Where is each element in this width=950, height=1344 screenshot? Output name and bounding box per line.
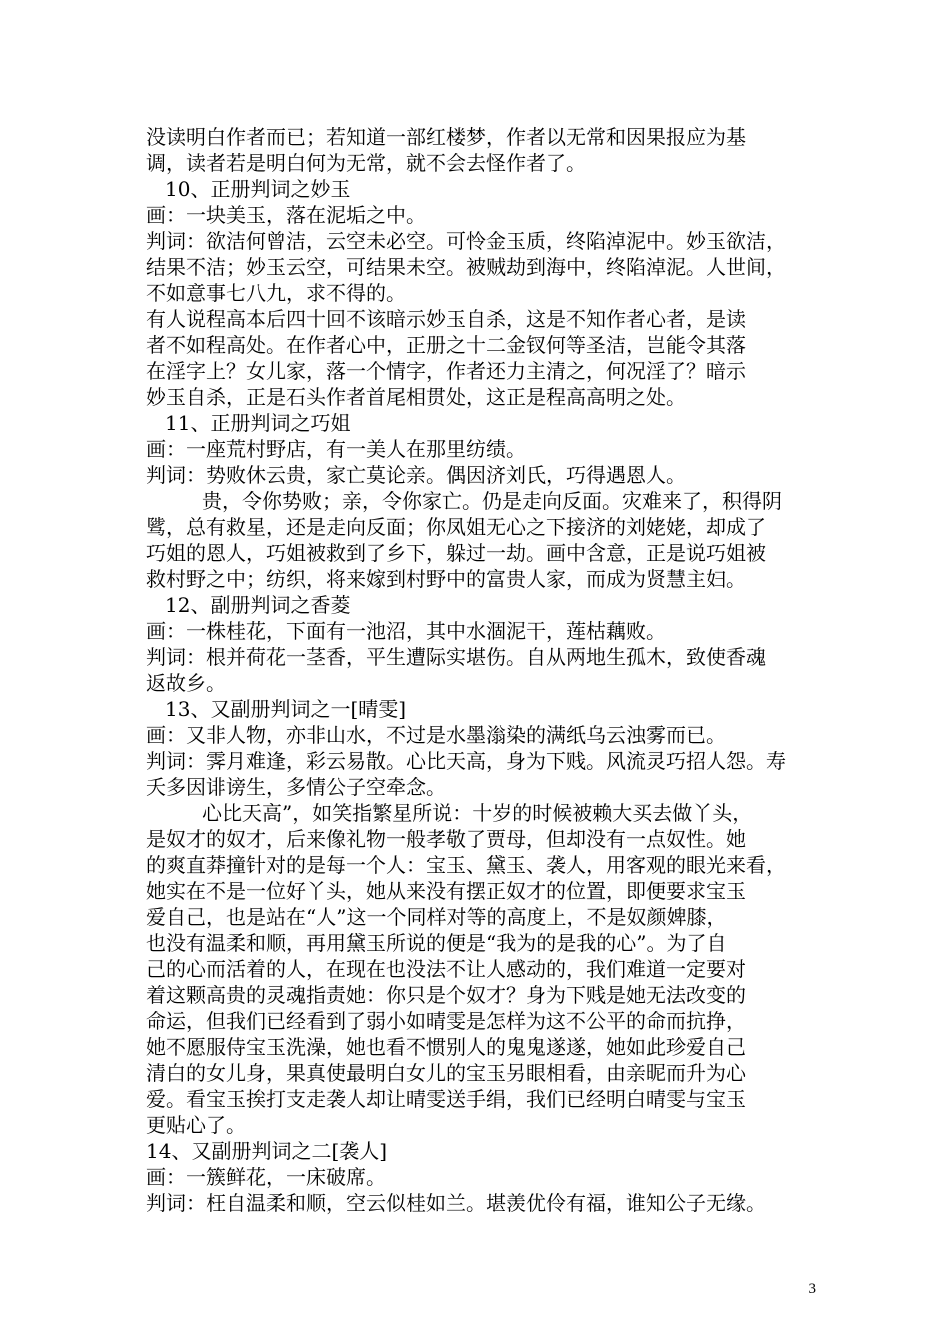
paragraph	[146, 826, 838, 1138]
paragraph	[146, 228, 838, 306]
section-heading	[146, 410, 838, 436]
paragraph	[146, 514, 838, 592]
paragraph	[146, 1138, 838, 1164]
section-heading	[146, 696, 838, 722]
text-line: 己的心而活着的人，在现在也没法不让人感动的，我们难道一定要对	[146, 957, 746, 981]
text-line: 返故乡。	[146, 671, 226, 695]
paragraph	[146, 462, 838, 488]
text-line: 清白的女儿身，果真使最明白女儿的宝玉另眼相看，由亲昵而升为心	[146, 1061, 746, 1085]
text-line: 的爽直莽撞针对的是每一个人：宝玉、黛玉、袭人，用客观的眼光来看，	[146, 853, 786, 877]
paragraph	[146, 1164, 838, 1190]
text-line: 没读明白作者而已；若知道一部红楼梦，作者以无常和因果报应为基	[146, 125, 746, 149]
text-line: 10、正册判词之妙玉	[165, 177, 351, 201]
text-line: 妙玉自杀，正是石头作者首尾相贯处，这正是程高高明之处。	[146, 385, 686, 409]
text-line: 画：一株桂花，下面有一池沼，其中水涸泥干，莲枯藕败。	[146, 619, 666, 643]
text-line: 也没有温柔和顺，再用黛玉所说的便是“我为的是我的心”。为了自	[146, 931, 727, 955]
paragraph	[146, 1190, 838, 1216]
text-line: 画：一座荒村野店，有一美人在那里纺绩。	[146, 437, 526, 461]
text-line: 爱自己，也是站在“人”这一个同样对等的高度上，不是奴颜婢膝，	[146, 905, 727, 929]
paragraph	[146, 800, 838, 826]
text-line: 画：又非人物，亦非山水，不过是水墨滃染的满纸乌云浊雾而已。	[146, 723, 726, 747]
text-line: 画：一簇鲜花，一床破席。	[146, 1165, 386, 1189]
text-line: 11、正册判词之巧姐	[165, 411, 351, 435]
text-line: 救村野之中；纺织，将来嫁到村野中的富贵人家，而成为贤慧主妇。	[146, 567, 746, 591]
text-line: 她不愿服侍宝玉洗澡，她也看不惯别人的鬼鬼遂遂，她如此珍爱自己	[146, 1035, 746, 1059]
text-line: 是奴才的奴才，后来像礼物一般孝敬了贾母，但却没有一点奴性。她	[146, 827, 746, 851]
paragraph	[146, 722, 838, 748]
text-line: 在淫字上？女儿家，落一个情字，作者还力主清之，何况淫了？暗示	[146, 359, 746, 383]
text-line: 贵，令你势败；亲，令你家亡。仍是走向反面。灾难来了，积得阴	[202, 489, 782, 513]
text-line: 判词：霁月难逢，彩云易散。心比天高，身为下贱。风流灵巧招人怨。寿	[146, 749, 786, 773]
text-line: 13、又副册判词之一[晴雯]	[165, 697, 407, 721]
text-line: 判词：势败休云贵，家亡莫论亲。偶因济刘氏，巧得遇恩人。	[146, 463, 686, 487]
text-line: 调，读者若是明白何为无常，就不会去怪作者了。	[146, 151, 586, 175]
paragraph	[146, 124, 838, 176]
paragraph	[146, 202, 838, 228]
paragraph	[146, 644, 838, 696]
paragraph	[146, 488, 838, 514]
section-heading	[146, 176, 838, 202]
text-line: 画：一块美玉，落在泥垢之中。	[146, 203, 426, 227]
document-body	[146, 124, 838, 1216]
text-line: 结果不洁；妙玉云空，可结果未空。被贼劫到海中，终陷淖泥。人世间，	[146, 255, 786, 279]
text-line: 心比天高”，如笑指繁星所说：十岁的时候被赖大买去做丫头，	[202, 801, 753, 825]
paragraph	[146, 618, 838, 644]
text-line: 爱。看宝玉挨打支走袭人却让晴雯送手绢，我们已经明白晴雯与宝玉	[146, 1087, 746, 1111]
page-number: 3	[808, 1281, 816, 1297]
text-line: 命运，但我们已经看到了弱小如晴雯是怎样为这不公平的命而抗挣，	[146, 1009, 746, 1033]
text-line: 夭多因诽谤生，多情公子空牵念。	[146, 775, 446, 799]
text-line: 12、副册判词之香菱	[165, 593, 351, 617]
text-line: 巧姐的恩人，巧姐被救到了乡下，躲过一劫。画中含意，正是说巧姐被	[146, 541, 766, 565]
text-line: 14、又副册判词之二[袭人]	[146, 1139, 388, 1163]
text-line: 骘，总有救星，还是走向反面；你凤姐无心之下接济的刘姥姥，却成了	[146, 515, 766, 539]
text-line: 着这颗高贵的灵魂指责她：你只是个奴才？身为下贱是她无法改变的	[146, 983, 746, 1007]
text-line: 她实在不是一位好丫头，她从来没有摆正奴才的位置，即便要求宝玉	[146, 879, 746, 903]
text-line: 判词：欲洁何曾洁，云空未必空。可怜金玉质，终陷淖泥中。妙玉欲洁，	[146, 229, 786, 253]
text-line: 者不如程高处。在作者心中，正册之十二金钗何等圣洁，岂能令其落	[146, 333, 746, 357]
text-line: 更贴心了。	[146, 1113, 246, 1137]
paragraph	[146, 748, 838, 800]
paragraph	[146, 436, 838, 462]
text-line: 有人说程高本后四十回不该暗示妙玉自杀，这是不知作者心者，是读	[146, 307, 746, 331]
paragraph	[146, 306, 838, 410]
section-heading	[146, 592, 838, 618]
text-line: 不如意事七八九，求不得的。	[146, 281, 406, 305]
text-line: 判词：根并荷花一茎香，平生遭际实堪伤。自从两地生孤木，致使香魂	[146, 645, 766, 669]
text-line: 判词：枉自温柔和顺，空云似桂如兰。堪羡优伶有福，谁知公子无缘。	[146, 1191, 766, 1215]
